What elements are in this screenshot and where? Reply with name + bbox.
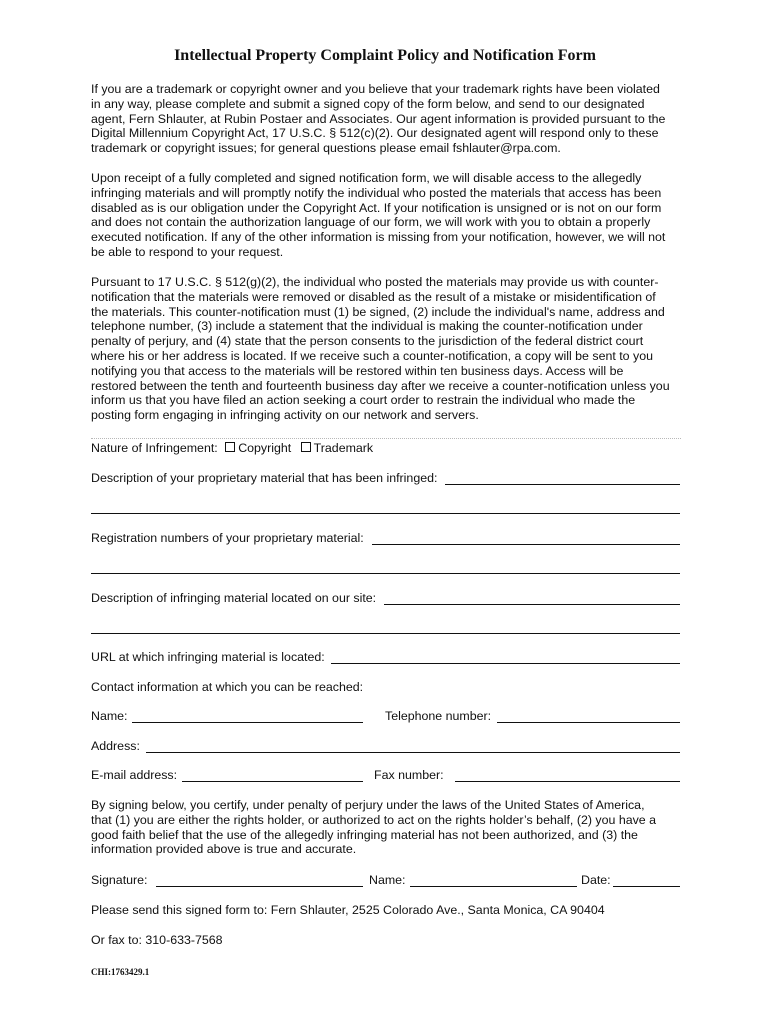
registration-field-line-2[interactable]	[91, 573, 680, 574]
fax-to-row	[91, 933, 681, 949]
signature-field[interactable]	[156, 886, 363, 887]
description-field-line-2[interactable]	[91, 513, 680, 514]
telephone-field[interactable]	[497, 722, 680, 723]
email-label: E-mail address:	[91, 768, 178, 782]
infringing-row	[91, 591, 681, 607]
nature-group	[91, 441, 373, 455]
page-title: Intellectual Property Complaint Policy and Notification Form	[174, 47, 596, 64]
signature-label: Signature:	[91, 873, 148, 887]
signature-name-label: Name:	[369, 873, 406, 887]
description-row	[91, 471, 681, 487]
section-divider	[91, 438, 681, 439]
registration-row	[91, 531, 681, 547]
infringing-field[interactable]	[384, 604, 680, 605]
registration-field[interactable]	[372, 544, 680, 545]
email-fax-row	[91, 768, 681, 784]
infringing-label: Description of infringing material located on our site:	[91, 591, 377, 605]
notification-paragraph: Upon receipt of a fully completed and signed notification form, we will disable access to the allegedly infringing materials and will promptly notify the individual who posted the materials that access has been disabled as is our obligation under the Copyright Act. If your notification is unsigned or is not on our form and does not contain the authorization language of our form, we will work with you to obtain a properly executed notification. If any of the other information is missing from your notification, however, we will not be able to respond to your request.	[91, 171, 666, 259]
send-to-row	[91, 903, 681, 919]
contact-label: Contact information at which you can be reached:	[91, 680, 364, 694]
url-row	[91, 650, 681, 666]
address-row	[91, 739, 681, 755]
nature-label: Nature of Infringement:	[91, 441, 218, 455]
email-field[interactable]	[182, 781, 363, 782]
url-field[interactable]	[331, 663, 680, 664]
description-label: Description of your proprietary material that has been infringed:	[91, 471, 438, 485]
counter-notification-paragraph: Pursuant to 17 U.S.C. § 512(g)(2), the individual who posted the materials may provide us with counter- notification that the materials were removed or disabled as the result of a mistake or misidentification of the materials. This counter-notification must (1) be signed, (2) include the individual's name, address and telephone number, (3) include a statement that the individual is making the counter-notification under penalty of perjury, and (4) state that the person consents to the jurisdiction of the federal district court where his or her address is located. If we receive such a counter-notification, a copy will be sent to you notifying you that access to the materials will be restored within ten business days. Access will be restored between the tenth and fourteenth business day after we receive a counter-notification unless you inform us that you have filed an action seeking a court order to restrain the individual who made the posting form engaging in infringing activity on our network and servers.	[91, 275, 670, 423]
contact-row	[91, 680, 681, 696]
name-field[interactable]	[132, 722, 363, 723]
intro-paragraph: If you are a trademark or copyright owner and you believe that your trademark rights have been violated in any way, please complete and submit a signed copy of the form below, and send to our designated agent, Fern Shlauter, at Rubin Postaer and Associates. Our agent information is provided pursuant to the Digital Millennium Copyright Act, 17 U.S.C. § 512(c)(2). Our designated agent will respond only to these trademark or copyright issues; for general questions please email fshlauter@rpa.com.	[91, 82, 666, 156]
url-label: URL at which infringing material is located:	[91, 650, 325, 664]
fax-label: Fax number:	[374, 768, 444, 782]
name-label: Name:	[91, 709, 128, 723]
signature-name-field[interactable]	[410, 886, 577, 887]
fax-field[interactable]	[455, 781, 680, 782]
fax-to-text: Or fax to: 310-633-7568	[91, 933, 223, 947]
date-field[interactable]	[613, 886, 680, 887]
infringing-field-line-2[interactable]	[91, 633, 680, 634]
document-code: CHI:1763429.1	[91, 967, 150, 977]
send-to-text: Please send this signed form to: Fern Shlauter, 2525 Colorado Ave., Santa Monica, CA 90404	[91, 903, 605, 917]
copyright-label: Copyright	[238, 441, 292, 455]
registration-label: Registration numbers of your proprietary material:	[91, 531, 364, 545]
copyright-checkbox[interactable]	[225, 442, 235, 452]
certification-paragraph: By signing below, you certify, under penalty of perjury under the laws of the United States of America, that (1) you are either the rights holder, or authorized to act on the rights holder’s behalf, (2) you have a good faith belief that the use of the allegedly infringing material has not been authorized, and (3) the information provided above is true and accurate.	[91, 798, 657, 857]
description-field[interactable]	[445, 484, 680, 485]
trademark-label: Trademark	[313, 441, 374, 455]
address-field[interactable]	[146, 752, 680, 753]
signature-row	[91, 873, 681, 889]
name-phone-row	[91, 709, 681, 725]
address-label: Address:	[91, 739, 140, 753]
date-label: Date:	[581, 873, 611, 887]
telephone-label: Telephone number:	[385, 709, 492, 723]
nature-row	[91, 441, 681, 457]
trademark-checkbox[interactable]	[301, 442, 311, 452]
